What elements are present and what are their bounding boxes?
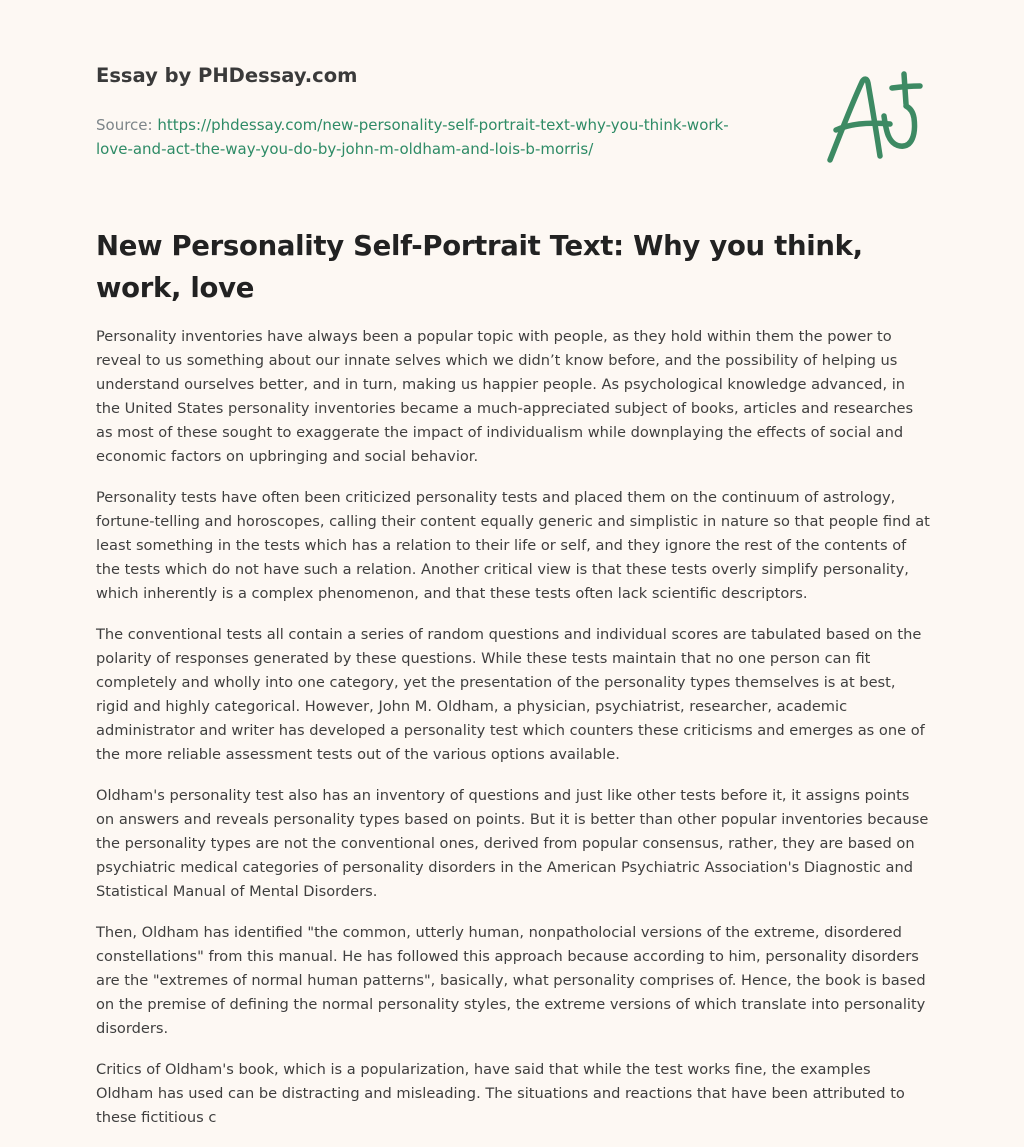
paragraph: Personality tests have often been criticized personality tests and placed them on the continuum of astrology, fortune-telling and horoscopes, calling their content equally generic and simplistic in nature so that people find at least something in the tests which has a relation to their life or self, and they ignore the rest of the contents of the tests which do not have such a relation. Another critical view is that these tests overly simplify personality, which inherently is a complex phenomenon, and that these tests often lack scientific descriptors. xyxy=(96,489,930,602)
source-label: Source: xyxy=(96,116,153,134)
a-plus-logo-icon xyxy=(820,68,930,168)
header xyxy=(96,64,776,161)
paragraph: Then, Oldham has identified "the common, utterly human, nonpatholocial versions of the extreme, disordered constellations" from this manual. He has followed this approach because according to him, personality disorders are the "extremes of normal human patterns", basically, what personality comprises of. Hence, the book is based on the premise of defining the normal personality styles, the extreme versions of which translate into personality disorders. xyxy=(96,924,926,1037)
source-line xyxy=(96,113,756,161)
source-link[interactable]: https://phdessay.com/new-personality-self-portrait-text-why-you-think-work-love-and-act-the-way-you-do-by-john-m-oldham-and-lois-b-morris/ xyxy=(96,116,729,158)
paragraph: Personality inventories have always been a popular topic with people, as they hold within them the power to reveal to us something about our innate selves which we didn’t know before, and the possibility of helping us understand ourselves better, and in turn, making us happier people. As psychological knowledge advanced, in the United States personality inventories became a much-appreciated subject of books, articles and researches as most of these sought to exaggerate the impact of individualism while downplaying the effects of social and economic factors on upbringing and social behavior. xyxy=(96,328,914,465)
paragraph: Oldham's personality test also has an inventory of questions and just like other tests before it, it assigns points on answers and reveals personality types based on points. But it is better than other popular inventories because the personality types are not the conventional ones, derived from popular consensus, rather, they are based on psychiatric medical categories of personality disorders in the American Psychiatric Association's Diagnostic and Statistical Manual of Mental Disorders. xyxy=(96,787,929,900)
article-title: New Personality Self-Portrait Text: Why you think, work, love xyxy=(96,230,863,304)
article-body xyxy=(96,325,931,1147)
paragraph: The conventional tests all contain a series of random questions and individual scores are tabulated based on the polarity of responses generated by these questions. While these tests maintain that no one person can fit completely and wholly into one category, yet the presentation of the personality types themselves is at best, rigid and highly categorical. However, John M. Oldham, a physician, psychiatrist, researcher, academic administrator and writer has developed a personality test which counters these criticisms and emerges as one of the more reliable assessment tests out of the various options available. xyxy=(96,626,925,763)
site-brand: Essay by PHDessay.com xyxy=(96,64,358,87)
paragraph: Critics of Oldham's book, which is a popularization, have said that while the test works fine, the examples Oldham has used can be distracting and misleading. The situations and reactions that have been attributed to these fictitious c xyxy=(96,1061,905,1126)
